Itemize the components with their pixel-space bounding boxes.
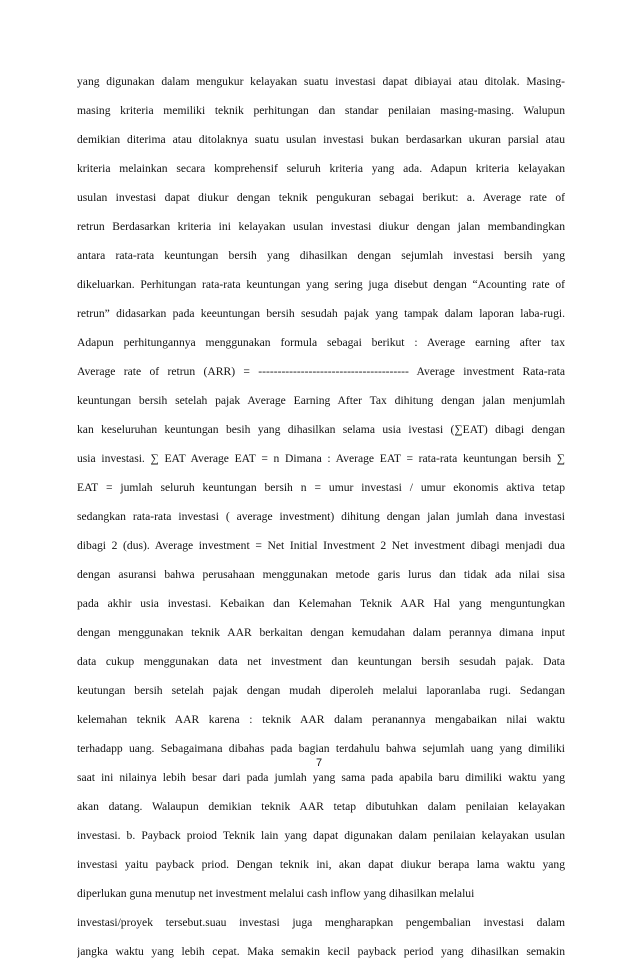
text-line: dikeluarkan. Perhitungan rata-rata keuntungan yang sering juga disebut dengan “Acounting rate of [77,278,565,291]
text-line: EAT = jumlah seluruh keuntungan bersih n = umur investasi / umur ekonomis aktiva tetap [77,481,565,494]
text-line: jangka waktu yang lebih cepat. Maka semakin kecil payback period yang dihasilkan semakin [77,945,565,958]
text-line: yang digunakan dalam mengukur kelayakan suatu investasi dapat dibiayai atau ditolak. Masing- [77,75,565,88]
body-text [77,67,565,966]
text-line: data cukup menggunakan data net investment dan keuntungan bersih sesudah pajak. Data [77,655,565,668]
text-line: Adapun perhitungannya menggunakan formula sebagai berikut : Average earning after tax [77,336,565,349]
text-line: dengan asuransi bahwa perusahaan menggunakan metode garis lurus dan tidak ada nilai sisa [77,568,565,581]
text-line: usia investasi. ∑ EAT Average EAT = n Dimana : Average EAT = rata-rata keuntungan bersih ∑ [77,452,565,465]
text-line: retrun” didasarkan pada keeuntungan bersih sesudah pajak yang tampak dalam laporan laba-rugi. [77,307,565,320]
text-line: Average rate of retrun (ARR) = --------------------------------------- Average investment Rata-rata [77,365,565,378]
text-line: investasi yaitu payback priod. Dengan teknik ini, akan dapat diukur berapa lama waktu yang [77,858,565,871]
text-line: kriteria melainkan secara komprehensif seluruh kriteria yang ada. Adapun kriteria kelayakan [77,162,565,175]
text-line: kelemahan teknik AAR karena : teknik AAR dalam peranannya mengabaikan nilai waktu [77,713,565,726]
text-line: terhadapp uang. Sebagaimana dibahas pada bagian terdahulu bahwa sejumlah uang yang dimiliki [77,742,565,755]
text-line: sedangkan rata-rata investasi ( average investment) dihitung dengan jalan jumlah dana investasi [77,510,565,523]
text-line: keuntungan bersih setelah pajak Average Earning After Tax dihitung dengan jalan menjumlah [77,394,565,407]
text-line: investasi/proyek tersebut.suau investasi juga mengharapkan pengembalian investasi dalam [77,916,565,929]
text-line: masing kriteria memiliki teknik perhitungan dan standar penilaian masing-masing. Walupun [77,104,565,117]
text-line: demikian diterima atau ditolaknya suatu usulan investasi bukan berdasarkan ukuran parsial atau [77,133,565,146]
text-line: investasi. b. Payback proiod Teknik lain yang dapat digunakan dalam penilaian kelayakan usulan [77,829,565,842]
text-line: kan keseluruhan keuntungan besih yang dihasilkan selama usia ivestasi (∑EAT) dibagi dengan [77,423,565,436]
text-line: dibagi 2 (dus). Average investment = Net Initial Investment 2 Net investment dibagi menjadi dua [77,539,565,552]
text-line: diperlukan guna menutup net investment melalui cash inflow yang dihasilkan melalui [77,887,475,900]
text-line: saat ini nilainya lebih besar dari pada jumlah yang sama pada apabila baru dimiliki waktu yang [77,771,565,784]
text-line: dengan menggunakan teknik AAR berkaitan dengan kemudahan dalam perannya dimana input [77,626,565,639]
text-line: keutungan bersih setelah pajak dengan mudah diperoleh melalui laporanlaba rugi. Sedangan [77,684,565,697]
text-line: pada akhir usia investasi. Kebaikan dan Kelemahan Teknik AAR Hal yang menguntungkan [77,597,565,610]
text-line: usulan investasi dapat diukur dengan teknik pengukuran sebagai berikut: a. Average rate of [77,191,565,204]
text-line: antara rata-rata keuntungan bersih yang dihasilkan dengan sejumlah investasi bersih yang [77,249,565,262]
text-line: akan datang. Walaupun demikian teknik AAR tetap dibutuhkan dalam penilaian kelayakan [77,800,565,813]
page-number: 7 [315,757,323,769]
text-line: retrun Berdasarkan kriteria ini kelayakan usulan investasi diukur dengan jalan membandingkan [77,220,565,233]
